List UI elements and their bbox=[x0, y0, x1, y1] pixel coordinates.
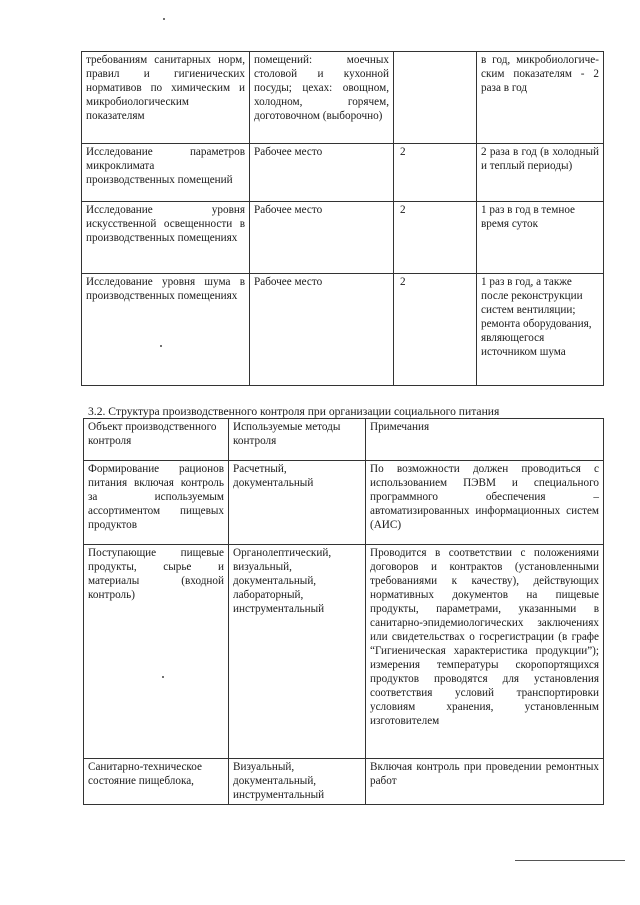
cell-methods: Органолептический, визуальный, документальный, лабораторный, инструментальный bbox=[229, 545, 366, 759]
table-row bbox=[82, 144, 604, 202]
cell-count: 2 bbox=[394, 202, 477, 274]
cell-object: Формирование рационов питания включая контроль за используемым ассортиментом пищевых продуктов bbox=[84, 461, 229, 545]
header-object: Объект производственного контроля bbox=[84, 419, 229, 461]
cell-object: Исследование уровня шума в производственных помещениях bbox=[82, 274, 250, 386]
cell-frequency: в год, микробиологиче-ским показателям - 2 раза в год bbox=[477, 52, 604, 144]
cell-count: 2 bbox=[394, 274, 477, 386]
header-notes: Примечания bbox=[366, 419, 604, 461]
table-row bbox=[82, 274, 604, 386]
footer-rule bbox=[515, 860, 625, 861]
cell-frequency: 1 раз в год, а также после реконструкции систем вентиляции; ремонта оборудования, являющегося источником шума bbox=[477, 274, 604, 386]
section-caption: 3.2. Структура производственного контроля при организации социального питания bbox=[88, 405, 500, 418]
cell-methods: Визуальный, документальный, инструментальный bbox=[229, 759, 366, 805]
cell-place: Рабочее место bbox=[250, 202, 394, 274]
cell-object: Исследование уровня искусственной освещенности в производственных помещениях bbox=[82, 202, 250, 274]
table-header-row bbox=[84, 419, 604, 461]
scan-speck bbox=[163, 18, 165, 20]
cell-place: Рабочее место bbox=[250, 144, 394, 202]
control-schedule-table bbox=[81, 51, 604, 386]
cell-object: Исследование параметров микроклимата производственных помещений bbox=[82, 144, 250, 202]
cell-object: Поступающие пищевые продукты, сырье и материалы (входной контроль) bbox=[84, 545, 229, 759]
table-row bbox=[84, 545, 604, 759]
table-row bbox=[84, 461, 604, 545]
cell-notes: Проводится в соответствии с положениями договоров и контрактов (установленными требованиями к качеству), действующих нормативных документов на пищевые продукты, параметрами, указанными в санитарно-эпидемиологических заключениях или свидетельствах о госрегистрации (в графе “Гигиеническая характеристика продукции”); измерения температуры скоропортящихся продуктов проводятся для установления соответствия условий транспортировки условиям хранения, установленным изготовителем bbox=[366, 545, 604, 759]
cell-frequency: 1 раз в год в темное время суток bbox=[477, 202, 604, 274]
cell-object: требованиям санитарных норм, правил и гигиенических нормативов по химическим и микробиологическим показателям bbox=[82, 52, 250, 144]
cell-count: 2 bbox=[394, 144, 477, 202]
cell-notes: Включая контроль при проведении ремонтных работ bbox=[366, 759, 604, 805]
table-row bbox=[82, 202, 604, 274]
cell-notes: По возможности должен проводиться с использованием ПЭВМ и специального программного обеспечения – автоматизированных информационных систем (АИС) bbox=[366, 461, 604, 545]
production-control-table bbox=[83, 418, 604, 805]
table-row bbox=[84, 759, 604, 805]
cell-frequency: 2 раза в год (в холодный и теплый периоды) bbox=[477, 144, 604, 202]
cell-object: Санитарно-техническое состояние пищеблока, bbox=[84, 759, 229, 805]
cell-count bbox=[394, 52, 477, 144]
table-row bbox=[82, 52, 604, 144]
header-methods: Используемые методы контроля bbox=[229, 419, 366, 461]
cell-place: Рабочее место bbox=[250, 274, 394, 386]
cell-place: помещений: моечных столовой и кухонной посуды; цехах: овощном, холодном, горячем, доготовочном (выборочно) bbox=[250, 52, 394, 144]
cell-methods: Расчетный, документальный bbox=[229, 461, 366, 545]
